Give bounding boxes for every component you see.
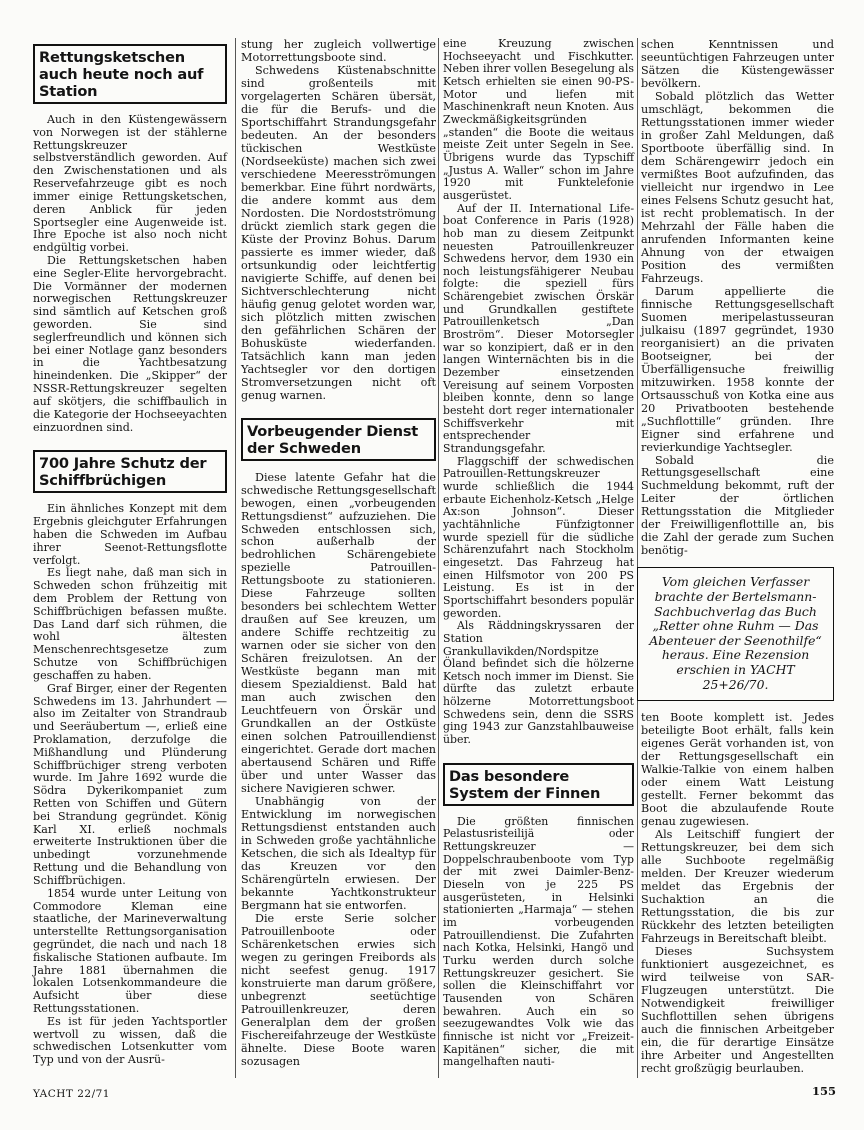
paragraph: Diese latente Gefahr hat die schwedische Rettungsgesellschaft bewogen, einen „vorbeugenden Rettungsdienst“ aufzuziehen. Die Schweden entschlossen sich, schon außerhalb der bedrohlichen Schärengebiete spezielle Patrouillen-Rettungsboote zu stationieren. Diese Fahrzeuge sollten besonders bei schlechtem Wetter draußen auf See kreuzen, um andere Schiffe rechtzeitig zu warnen oder sie sicher von den Schären freizulotsen. An der Westküste begann man mit diesem Spezialdienst. Bald hat man auch zwischen den Leuchtfeuern von Örskär und Grundkallen an der Ostküste einen solchen Patrouillendienst eingerichtet. Gerade dort machen abertausend Schären und Riffe über und unter Wasser das sichere Navigieren schwer. bbox=[241, 470, 436, 796]
column-rule bbox=[438, 38, 439, 1078]
column-4 bbox=[641, 38, 834, 1075]
paragraph: Sobald die Rettungsgesellschaft eine Suchmeldung bekommt, ruft der Leiter der örtlichen Rettungsstation die Mitglieder der Freiwilligenflottille an, bis die Zahl der gerade zum Suchen benötig- bbox=[641, 453, 834, 558]
paragraph: Unabhängig von der Entwicklung im norwegischen Rettungsdienst entstanden auch in Schweden große yachtähnliche Ketschen, die sich als Idealtyp für das Kreuzen vor den Schärengürteln erwiesen. Der bekannte Yachtkonstrukteur Bergmann hat sie entworfen. bbox=[241, 795, 436, 913]
column-1 bbox=[33, 38, 227, 1067]
section-heading: 700 Jahre Schutz der Schiffbrüchigen bbox=[33, 450, 227, 493]
paragraph: Darum appellierte die finnische Rettungsgesellschaft Suomen meripelastusseuran julkaisu (1897 gegründet, 1930 reorganisiert) an die privaten Bootseigner, bei der Überfälligensuche freiwillig mitzuwirken. 1958 konnte der Ortsausschuß von Kotka eine aus 20 Privatbooten bestehende „Suchflottille“ gründen. Ihre Eigner sind erfahrene und revierkundige Yachtsegler. bbox=[641, 284, 834, 454]
paragraph: Dieses Suchsystem funktioniert ausgezeichnet, es wird teilweise von SAR-Flugzeugen unterstützt. Die Notwendigkeit freiwilliger Suchflottillen sehen übrigens auch die finnischen Arbeitgeber ein, die für derartige Einsätze ihre Arbeiter und Angestellten recht großzügig beurlauben. bbox=[641, 944, 834, 1075]
section-heading: Das besondere System der Finnen bbox=[443, 763, 634, 806]
paragraph: stung her zugleich vollwertige Motorrettungsboote sind. bbox=[241, 38, 436, 64]
paragraph: Auf der II. International Life-boat Conference in Paris (1928) hob man zu diesem Zeitpunkt neuesten Patrouillenkreuzer Schwedens hervor, dem 1930 ein noch leistungsfähigerer Neubau folgte: die speziell fürs Schärengebiet zwischen Örskär und Grundkallen gestiftete Patrouillenketsch „Dan Broström“. Dieser Motorsegler war so konzipiert, daß er in den langen Winternächten bis in die Dezember einsetzenden Vereisung auf seinem Vorposten bleiben konnte, denn so lange besteht dort reger internationaler Schiffsverkehr mit entsprechender Strandungsgefahr. bbox=[443, 201, 634, 455]
paragraph: ten Boote komplett ist. Jedes beteiligte Boot erhält, falls kein eigenes Gerät vorhanden ist, von der Rettungsgesellschaft ein Walkie-Talkie von einem halben oder einem Watt Leistung gestellt. Ferner bekommt das Boot die abzulaufende Route genau zugewiesen. bbox=[641, 711, 834, 828]
section-heading: Rettungsketschen auch heute noch auf Station bbox=[33, 44, 227, 104]
book-note-box: Vom gleichen Verfasser brachte der Bertelsmann-Sachbuchverlag das Buch „Retter ohne Ruhm — Das Abenteuer der Seenothilfe“ heraus. Eine Rezension erschien in YACHT 25+26/70. bbox=[637, 567, 834, 701]
paragraph: Die größten finnischen Pelastusristeilijä oder Rettungskreuzer — Doppelschraubenboote vom Typ der mit zwei Daimler-Benz-Dieseln von je 225 PS ausgerüsteten, in Helsinki stationierten „Harmaja“ — stehen im vorbeugenden Patrouillendienst. Die Zufahrten nach Kotka, Helsinki, Hangö und Turku werden durch solche Rettungskreuzer gesichert. Sie sollen die Kleinschiffahrt vor Tausenden von Schären bewahren. Auch ein so seezugewandtes Volk wie das finnische ist nicht vor „Freizeit-Kapitänen“ sicher, die mit mangelhaften nauti- bbox=[443, 814, 634, 1069]
column-rule bbox=[637, 38, 638, 1078]
page-number: 155 bbox=[812, 1084, 837, 1098]
paragraph: Es liegt nahe, daß man sich in Schweden schon frühzeitig mit dem Problem der Rettung von Schiffbrüchigen befassen mußte. Das Land darf sich rühmen, die wohl ältesten Menschenrechtsgesetze zum Schutze von Schiffbrüchigen geschaffen zu haben. bbox=[33, 566, 227, 682]
paragraph: Sobald plötzlich das Wetter umschlägt, bekommen die Rettungsstationen immer wieder in großer Zahl Meldungen, daß Sportboote überfällig sind. In dem Schärengewirr jedoch ein vermißtes Boot aufzufinden, das vielleicht nur irgendwo in Lee eines Felsens Schutz gesucht hat, ist recht problematisch. In der Mehrzahl der Fälle haben die anrufenden Informanten keine Ahnung von der etwaigen Position des vermißten Fahrzeugs. bbox=[641, 89, 834, 285]
column-rule bbox=[235, 38, 236, 1078]
paragraph: Es ist für jeden Yachtsportler wertvoll zu wissen, daß die schwedischen Lotsenkutter vom Typ und von der Ausrü- bbox=[33, 1014, 227, 1067]
paragraph: Auch in den Küstengewässern von Norwegen ist der stählerne Rettungskreuzer selbstverständlich geworden. Auf den Zwischenstationen und als Reservefahrzeuge gibt es noch immer einige Rettungsketschen, deren Anblick für jeden Sportsegler eine Augenweide ist. Ihre Epoche ist also noch nicht endgültig vorbei. bbox=[33, 113, 227, 255]
paragraph: Schwedens Küstenabschnitte sind großenteils mit vorgelagerten Schären übersät, die für die Berufs- und die Sportschiffahrt Strandungsgefahr bedeuten. An der besonders tückischen Westküste (Nordseeküste) machen sich zwei verschiedene Meeresströmungen bemerkbar. Eine führt nordwärts, die andere kommt aus dem Nordosten. Die Nordostströmung drückt ziemlich stark gegen die Küste der Provinz Bohus. Darum passierte es immer wieder, daß ortsunkundig oder leichtfertig navigierte Schiffe, auf denen bei Sichtverschlechterung nicht häufig genug gelotet worden war, sich plötzlich mitten zwischen den gefährlichen Schären der Bohusküste wiederfanden. Tatsächlich kann man jeden Yachtsegler vor den dortigen Stromversetzungen nicht oft genug warnen. bbox=[241, 63, 436, 402]
paragraph: Als Räddningskryssaren der Station Grankullavikden/Nordspitze Öland befindet sich die hölzerne Ketsch noch immer im Dienst. Sie dürfte das zuletzt erbaute hölzerne Motorrettungsboot Schwedens sein, denn die SSRS ging 1943 zur Ganzstahlbauweise über. bbox=[443, 619, 634, 747]
issue-label: YACHT 22/71 bbox=[33, 1088, 110, 1100]
paragraph: Graf Birger, einer der Regenten Schwedens im 13. Jahrhundert — also im Zeitalter von Strandraub und Seeräubertum —, erließ eine Proklamation, derzufolge die Mißhandlung und Plünderung Schiffbrüchiger streng verboten wurde. Im Jahre 1692 wurde die Södra Dykerikompaniet zum Retten von Schiffen und Gütern bei Strandung gegründet. König Karl XI. erließ nochmals erweiterte Instruktionen über die unbedingt vorzunehmende Rettung und die Behandlung von Schiffbrüchigen. bbox=[33, 681, 227, 887]
paragraph: Die erste Serie solcher Patrouillenboote oder Schärenketschen erwies sich wegen zu geringen Freibords als nicht seefest genug. 1917 konstruierte man darum größere, unbegrenzt seetüchtige Patrouillenkreuzer, deren Generalplan dem der großen Fischereifahrzeuge der Westküste ähnelte. Diese Boote waren sozusagen bbox=[241, 912, 436, 1068]
column-3 bbox=[443, 38, 634, 1069]
paragraph: schen Kenntnissen und seeuntüchtigen Fahrzeugen unter Sätzen die Küstengewässer bevölkern. bbox=[641, 38, 834, 90]
paragraph: Ein ähnliches Konzept mit dem Ergebnis gleichguter Erfahrungen haben die Schweden im Aufbau ihrer Seenot-Rettungsflotte verfolgt. bbox=[33, 502, 227, 567]
section-heading: Vorbeugender Dienst der Schweden bbox=[241, 418, 436, 461]
paragraph: Als Leitschiff fungiert der Rettungskreuzer, bei dem sich alle Suchboote regelmäßig melden. Der Kreuzer wiederum meldet das Ergebnis der Suchaktion an die Rettungsstation, die bis zur Rückkehr des letzten beteiligten Fahrzeugs in Bereitschaft bleibt. bbox=[641, 827, 834, 945]
paragraph: Die Rettungsketschen haben eine Segler-Elite hervorgebracht. Die Vormänner der modernen norwegischen Rettungskreuzer sind sämtlich auf Ketschen groß geworden. Sie sind seglerfreundlich und können sich bei einer Notlage ganz besonders in die Yachtbesatzung hineindenken. Die „Skipper“ der NSSR-Rettungskreuzer segelten auf skötjers, die schiffbaulich in die Kategorie der Hochseeyachten einzuordnen sind. bbox=[33, 253, 228, 434]
column-2 bbox=[241, 38, 436, 1068]
paragraph: Flaggschiff der schwedischen Patrouillen-Rettungskreuzer wurde schließlich die 1944 erbaute Eichenholz-Ketsch „Helge Ax:son Johnson“. Dieser yachtähnliche Fünfzigtonner wurde speziell für die südliche Schärenzufahrt nach Stockholm eingesetzt. Das Fahrzeug hat einen Hilfsmotor von 200 PS Leistung. Es ist in der Sportschiffahrt besonders populär geworden. bbox=[443, 454, 634, 620]
paragraph: eine Kreuzung zwischen Hochseeyacht und Fischkutter. Neben ihrer vollen Besegelung als Ketsch erhielten sie einen 90-PS-Motor und liefen mit Maschinenkraft neun Knoten. Aus Zweckmäßigkeitsgründen „standen“ die Boote die weitaus meiste Zeit unter Segeln in See. Übrigens wurde das Typschiff „Justus A. Waller“ schon im Jahre 1920 mit Funktelefonie ausgerüstet. bbox=[443, 37, 634, 202]
paragraph: 1854 wurde unter Leitung von Commodore Kleman eine staatliche, der Marineverwaltung unterstellte Rettungsorganisation gegründet, die nach und nach 18 fiskalische Stationen aufbaute. Im Jahre 1881 übernahmen die lokalen Lotsenkommandeure die Aufsicht über diese Rettungsstationen. bbox=[33, 886, 227, 1015]
